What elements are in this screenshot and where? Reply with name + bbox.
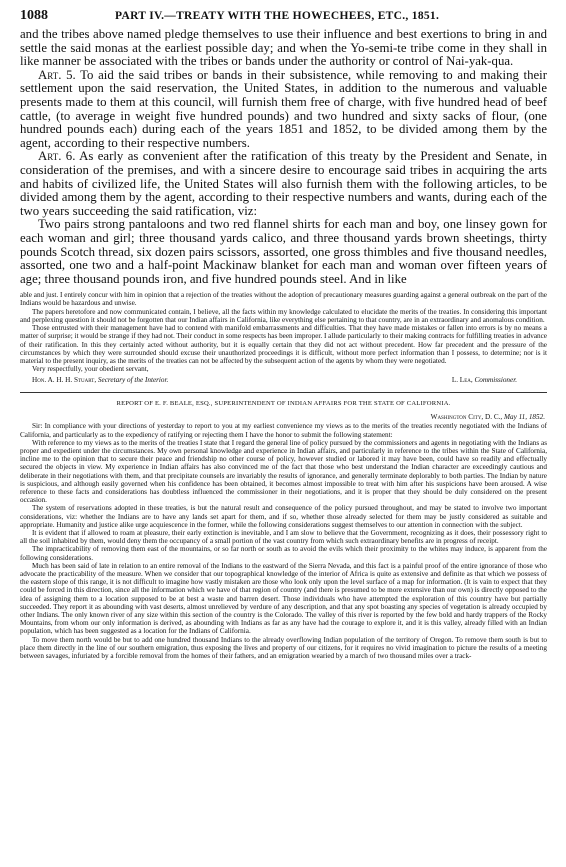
article-6: [20, 150, 547, 218]
article-5: [20, 69, 547, 151]
treaty-paragraph: and the tribes above named pledge themselves to use their influence and best exertions to bring in and settle the said monas at the earliest possible day; and when the Yo-semi-te tribe come in they shall in like manner be associated with the tribes or bands under the authority or control of Nai-yak-qua.: [20, 27, 547, 69]
article-6-label: Art. 6.: [38, 149, 76, 164]
signer: [452, 376, 547, 385]
letter-closing: Very respectfully, your obedient servant,: [32, 365, 149, 374]
page-header: [20, 8, 547, 28]
report-paragraph: It is evident that if allowed to roam at pleasure, their early extinction is inevitable, and I am slow to believe that the Government, recognizing as it does, their possessory right to all the soil inhabited by them, would deny them the occupancy of a small portion of the vast country from which such extraordinary benefits are in progress of receipt.: [20, 528, 547, 546]
signature-row: [20, 376, 547, 385]
report-paragraph: To move them north would be but to add one hundred thousand Indians to the already overflowing Indian population of the territory of Oregon. To remove them south is but to place them directly in the line of our southern emigration, thus exposing the lives and property of our citizens, for it requires no vivid imagination to picture the results of a meeting between savages, infuriated by a forcible removal from the homes of their fathers, and an emigration wearied by a march of two thousand miles over a track-: [20, 635, 547, 660]
article-5-text: To aid the said tribes or bands in their subsistence, while removing to and making their settlement upon the said reservation, the United States, in addition to the numerous and valuable presents made to them at this council, will furnish them free of charge, with five hundred head of beef cattle, (to average in weight five hundred pounds) and two hundred and sixty sacks of flour, (one hundred pounds each) during each of the years 1851 and 1852, to be divided among them by the agent, according to their respective numbers.: [20, 67, 547, 150]
articles-list-paragraph: Two pairs strong pantaloons and two red flannel shirts for each man and boy, one linsey gown for each woman and girl; three thousand yards calico, and three thousand yards brown sheetings, thirty pounds Scotch thread, six dozen pairs scissors, assorted, one gross thimbles and five thousand needles, assorted, one two and a half-point Mackinaw blanket for each man and woman over fifteen years of age; three thousand pounds iron, and five hundred pounds steel. And in like: [20, 217, 547, 286]
report-place: Washington City, D. C.,: [430, 413, 503, 422]
letter-paragraph: able and just. I entirely concur with him in opinion that a rejection of the treaties without the adoption of precautionary measures guarding against a general outbreak on the part of the Indians would be hazardous and unwise.: [20, 291, 547, 308]
report-paragraph: Sir: In compliance with your directions of yesterday to report to you at my earliest convenience my views as to the merits of the treaties recently negotiated with the Indians of California, and particularly as to the expediency of ratifying or rejecting them I have the honor to submit the following statement:: [20, 422, 547, 439]
section-divider: [20, 392, 547, 393]
article-5-label: Art. 5.: [38, 67, 76, 82]
report-title: REPORT OF E. F. BEALE, ESQ., SUPERINTENDENT OF INDIAN AFFAIRS FOR THE STATE OF CALIFORNIA.: [116, 400, 451, 408]
article-6-text: As early as convenient after the ratification of this treaty by the President and Senate, in consideration of the premises, and with a sincere desire to encourage said tribes in acquiring the arts and habits of civilized life, the United States will also furnish them with the following articles, to be divided among them by the agent, according to their respective numbers and wants, during each of the two years succeeding the said ratification, viz:: [20, 149, 548, 218]
signer-name: L. Lea,: [451, 376, 473, 385]
addressee-name: Hon. A. H. H. Stuart,: [32, 376, 97, 385]
report-date: May 11, 1852.: [504, 413, 545, 422]
document-page: [20, 8, 547, 660]
report-paragraph: With reference to my views as to the merits of the treaties I state that I regard the general line of policy pursued by the commissioners and agents in negotiating with the Indians as proper and expedient under the circumstances. My own personal knowledge and experience in Indian affairs, and particularly in reference to the tribes within the State of California, incline me to the opinion that to secure their peace and friendship no other course of policy, however studied or labored it may have been, could have so readily and effectually secured the objects in view. My experience in Indian affairs has also convinced me of the fact that those who best understand the Indian character are exceedingly cautious and deliberate in their negotiations with them, and that precipitate counsels are invariably the results of ignorance, and generally terminate deplorably to both parties. The Indian by nature is suspicious, and although easily governed when his confidence has been obtained, it becomes almost impossible to treat with him after his suspicions have been aroused. A wise reference to these facts and considerations has doubtless influenced the commissioner in their negotiations, and it is proper that they should be duly considered on the present occasion.: [20, 438, 547, 505]
report-paragraph: The impracticability of removing them east of the mountains, or so far north or south as to avoid the evils which their proximity to the whites may induce, is apparent from the following considerations.: [20, 545, 547, 562]
report-paragraph: The system of reservations adopted in these treaties, is but the natural result and consequence of the policy pursued throughout, and may be stated to involve two important considerations, viz: whether the Indians are to have any lands set apart for them, and if so, whether those already selected for them may be justly considered as suitable and appropriate. Humanity and justice alike urge acquiescence in the former, while the following considerations suggest themselves to our attention in connection with the subject.: [20, 504, 547, 529]
letter-paragraph: The papers heretofore and now communicated contain, I believe, all the facts within my knowledge calculated to elucidate the merits of the treaties. In considering this important and perplexing question it should not be forgotten that our Indian affairs in California, like everything else pertaining to that country, are in an extraordinary and anomalous condition.: [20, 307, 547, 324]
report-dateline: [20, 413, 547, 422]
addressee-title: Secretary of the Interior.: [97, 376, 169, 385]
page-number: 1088: [20, 8, 48, 23]
addressee: [20, 376, 168, 385]
running-title: PART IV.—TREATY WITH THE HOWECHEES, ETC., 1851.: [115, 10, 440, 22]
letter-paragraph: Those entrusted with their management have had to contend with manifold embarrassments and difficulties. That they have made mistakes or fallen into errors is by no means a matter of surprise; it would be strange if they had not. Their conduct in some respects has been improper. I allude particularly to their making contracts for fulfilling treaties in advance of their ratification. In this they certainly acted without authority, but it is equally certain that they did not act without precedent. How far precedent and the pressure of the circumstances by which they were surrounded should excuse their unauthorized proceedings it is difficult, without more perfect information than I possess, to determine; nor is it material to the present inquiry, as the merits of the treaties can not be affected by the subsequent action of the agents by whom they were negotiated.: [20, 324, 547, 365]
signer-title: Commissioner.: [474, 376, 517, 385]
report-paragraph: Much has been said of late in relation to an entire removal of the Indians to the eastward of the Sierra Nevada, and this fact is a painful proof of the entire ignorance of those who advocate the practicability of the measure. When we consider that our topographical knowledge of the interior of Africa is quite as extensive and definite as that which we possess of the eastern slope of this range, it is not difficult to imagine how vastly mistaken are those who look only upon the level surface of a map for information. (It is vain to expect that they could be forced in this direction, since all the information which we have of that region of country (and there is presumed to be more extensive than our own) is directly opposed to the idea of assigning them to a location supposed to be at best a waste and barren desert. Those individuals who have attempted the exploration of this country have but partially succeeded. They report it as abounding with vast deserts, almost unrelieved by verdure of any description, and that any spot boasting any species of vegetation is already occupied by other Indians. The only known river of any size within this section of the country is the Colorado. The valley of this river is reported by the few bold and hardy trappers of the Rocky Mountains, from whom our only information is derived, as abounding with Indians as far as any have had the courage to explore it, and it is this valley, already filled with an Indian population, which has been suggested as a location for the Indians of California.: [20, 561, 547, 636]
